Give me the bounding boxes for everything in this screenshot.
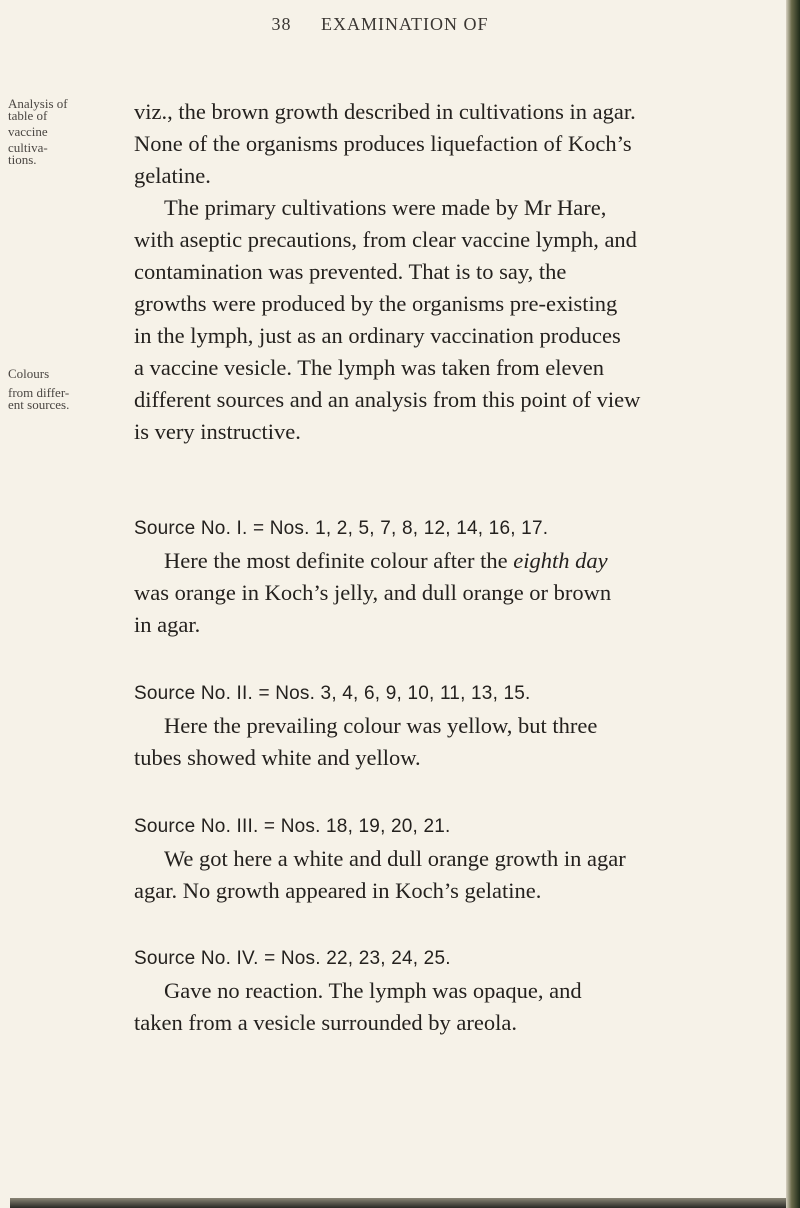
text-line: growths were produced by the organisms pre-existing <box>134 291 618 316</box>
source-2-section <box>134 678 774 774</box>
source-heading: Source No. III. = Nos. 18, 19, 20, 21. <box>134 816 451 837</box>
text-line: viz., the brown growth described in cultivations in agar. <box>134 99 636 124</box>
source-heading: Source No. II. = Nos. 3, 4, 6, 9, 10, 11, 13, 15. <box>134 683 531 704</box>
source-1-section <box>134 513 774 641</box>
margin-note-analysis <box>8 98 100 166</box>
margin-note-colours <box>8 368 100 411</box>
text-line: different sources and an analysis from this point of view <box>134 387 641 412</box>
text-line: The primary cultivations were made by Mr Hare, <box>164 195 607 220</box>
source-heading: Source No. I. = Nos. 1, 2, 5, 7, 8, 12, 14, 16, 17. <box>134 518 549 539</box>
text-line: with aseptic precautions, from clear vaccine lymph, and <box>134 227 637 252</box>
source-heading: Source No. IV. = Nos. 22, 23, 24, 25. <box>134 948 451 969</box>
margin-note-line: vaccine <box>8 124 48 139</box>
text-line: contamination was prevented. That is to say, the <box>134 259 567 284</box>
running-header <box>0 14 760 35</box>
text-line: in agar. <box>134 612 201 637</box>
text-line: gelatine. <box>134 163 211 188</box>
text-line: was orange in Koch’s jelly, and dull orange or brown <box>134 580 612 605</box>
text-line: None of the organisms produces liquefaction of Koch’s <box>134 131 632 156</box>
italic-phrase: eighth day <box>513 548 608 573</box>
text-line: We got here a white and dull orange growth in agar <box>164 846 626 871</box>
source-3-section <box>134 811 774 907</box>
text-line <box>134 545 774 577</box>
text-line: taken from a vesicle surrounded by areola. <box>134 1010 517 1035</box>
margin-note-line: cultiva- <box>8 140 48 155</box>
text-line: tubes showed white and yellow. <box>134 745 421 770</box>
text-fragment: Here the most definite colour after the <box>164 548 514 573</box>
margin-note-line: Analysis of <box>8 96 68 111</box>
running-title: EXAMINATION OF <box>321 14 489 34</box>
text-line: in the lymph, just as an ordinary vaccination produces <box>134 323 621 348</box>
text-line: is very instructive. <box>134 419 301 444</box>
page-number: 38 <box>271 14 292 34</box>
bottom-scan-edge <box>10 1198 786 1208</box>
intro-paragraphs <box>134 96 774 448</box>
source-4-section <box>134 943 774 1039</box>
page-edge-shadow <box>786 0 800 1208</box>
text-line: Gave no reaction. The lymph was opaque, and <box>164 978 582 1003</box>
margin-note-line: from differ- <box>8 385 70 400</box>
margin-note-line: table of <box>8 108 48 123</box>
margin-note-line: tions. <box>8 152 37 167</box>
margin-note-line: Colours <box>8 366 50 381</box>
margin-note-line: ent sources. <box>8 397 70 412</box>
text-line: a vaccine vesicle. The lymph was taken from eleven <box>134 355 605 380</box>
text-line: Here the prevailing colour was yellow, but three <box>164 713 598 738</box>
text-line: agar. No growth appeared in Koch’s gelatine. <box>134 878 542 903</box>
